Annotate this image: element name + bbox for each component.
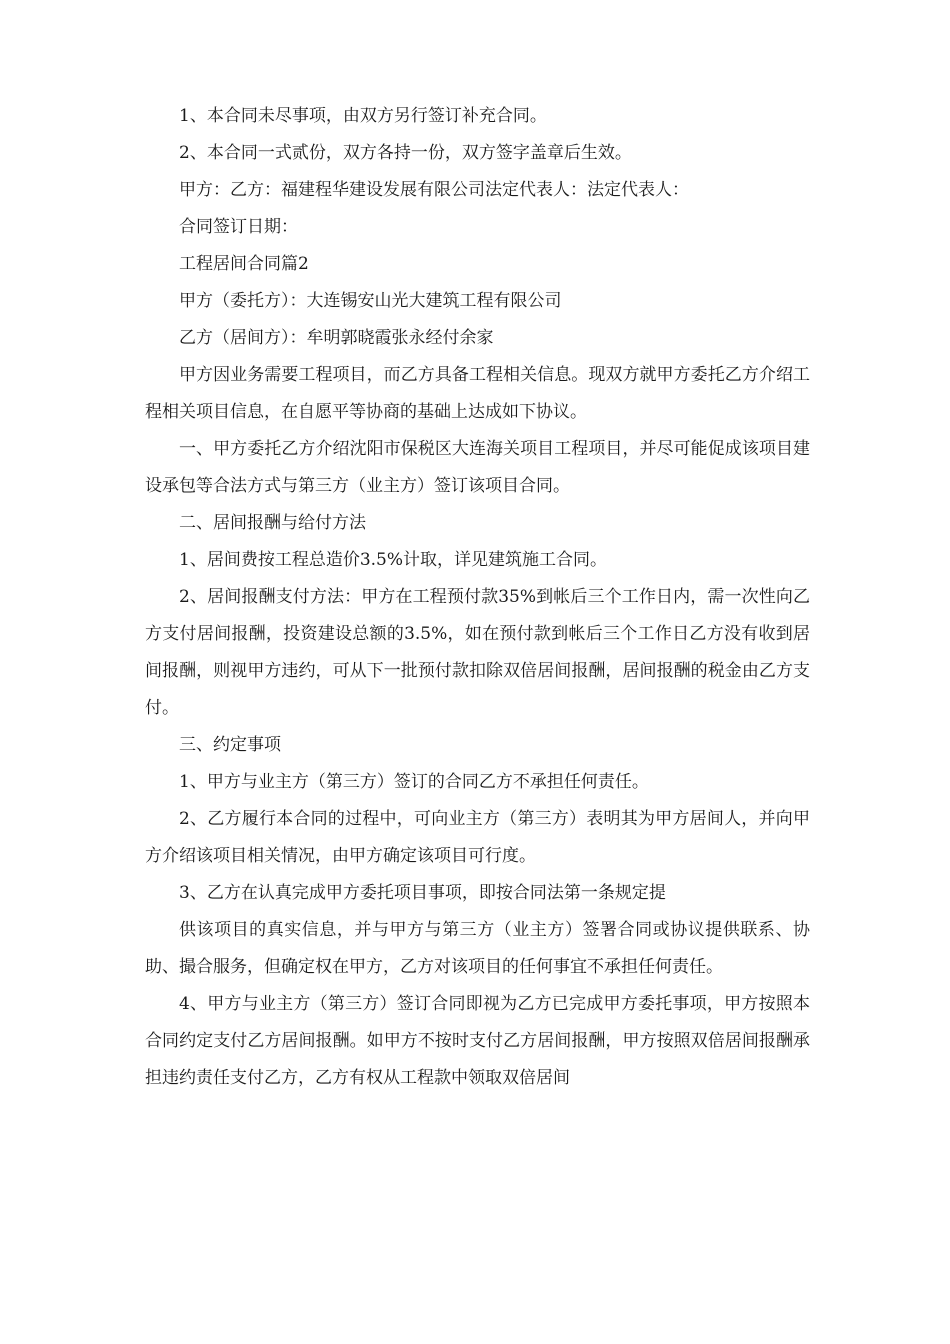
clause-paragraph: 3、乙方在认真完成甲方委托项目事项，即按合同法第一条规定提 <box>179 883 666 903</box>
clause-paragraph: 1、本合同未尽事项，由双方另行签订补充合同。 <box>179 106 547 126</box>
signing-date-line: 合同签订日期： <box>179 217 298 237</box>
clause-paragraph: 1、居间费按工程总造价3.5%计取，详见建筑施工合同。 <box>179 550 608 570</box>
clause-paragraph: 4、甲方与业主方（第三方）签订合同即视为乙方已完成甲方委托事项，甲方按照本合同约定支付乙方居间报酬。如甲方不按时支付乙方居间报酬，甲方按照双倍居间报酬承担违约责任支付乙方，乙方有权从工程款中领取双倍居间 <box>145 994 810 1088</box>
signature-line: 甲方：乙方：福建程华建设发展有限公司法定代表人：法定代表人： <box>179 180 689 200</box>
section-title: 工程居间合同篇2 <box>179 254 309 274</box>
clause-paragraph: 2、本合同一式贰份，双方各持一份，双方签字盖章后生效。 <box>179 143 632 163</box>
clause-heading: 三、约定事项 <box>179 735 281 755</box>
clause-paragraph: 1、甲方与业主方（第三方）签订的合同乙方不承担任何责任。 <box>179 772 649 792</box>
clause-paragraph: 一、甲方委托乙方介绍沈阳市保税区大连海关项目工程项目，并尽可能促成该项目建设承包等合法方式与第三方（业主方）签订该项目合同。 <box>145 439 810 496</box>
document-body <box>145 98 810 1097</box>
clause-paragraph: 2、居间报酬支付方法：甲方在工程预付款35%到帐后三个工作日内，需一次性向乙方支付居间报酬，投资建设总额的3.5%，如在预付款到帐后三个工作日乙方没有收到居间报酬，则视甲方违约，可从下一批预付款扣除双倍居间报酬，居间报酬的税金由乙方支付。 <box>145 587 810 718</box>
clause-paragraph: 供该项目的真实信息，并与甲方与第三方（业主方）签署合同或协议提供联系、协助、撮合服务，但确定权在甲方，乙方对该项目的任何事宜不承担任何责任。 <box>145 920 810 977</box>
party-b-line: 乙方（居间方）：牟明郭晓霞张永经付余家 <box>179 328 494 348</box>
preamble-paragraph: 甲方因业务需要工程项目，而乙方具备工程相关信息。现双方就甲方委托乙方介绍工程相关项目信息，在自愿平等协商的基础上达成如下协议。 <box>145 365 810 422</box>
party-a-line: 甲方（委托方）：大连锡安山光大建筑工程有限公司 <box>179 291 562 311</box>
clause-paragraph: 2、乙方履行本合同的过程中，可向业主方（第三方）表明其为甲方居间人，并向甲方介绍该项目相关情况，由甲方确定该项目可行度。 <box>145 809 810 866</box>
clause-heading: 二、居间报酬与给付方法 <box>179 513 366 533</box>
